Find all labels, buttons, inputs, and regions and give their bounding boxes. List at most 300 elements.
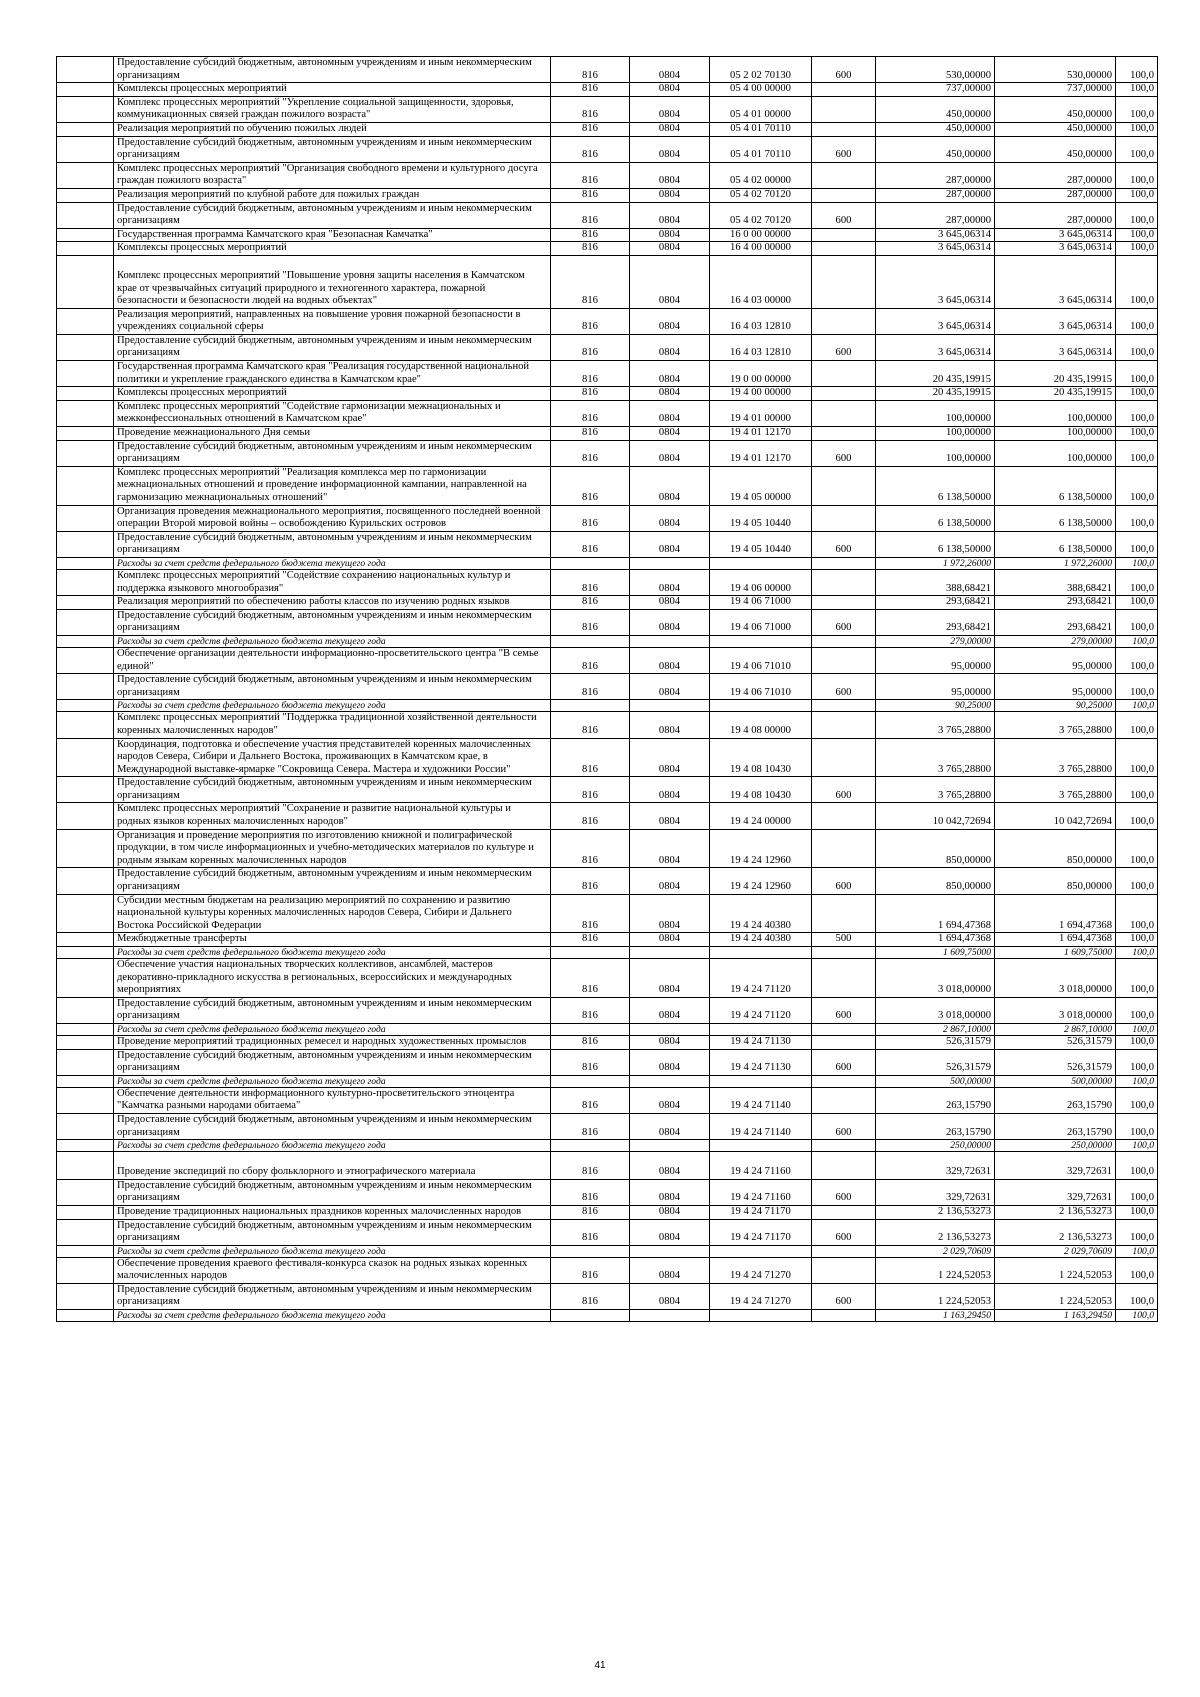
section-code-cell: 0804	[630, 188, 710, 202]
section-code-cell: 0804	[630, 1205, 710, 1219]
target-article-cell: 19 4 24 12960	[710, 868, 812, 894]
executed-amount-cell: 737,00000	[995, 83, 1116, 97]
expense-type-cell	[812, 466, 876, 505]
admin-code-cell: 816	[551, 334, 630, 360]
admin-code-cell: 816	[551, 83, 630, 97]
row-name-cell: Расходы за счет средств федерального бюджета текущего года	[114, 635, 551, 647]
expense-type-cell	[812, 959, 876, 998]
plan-amount-cell: 10 042,72694	[876, 803, 995, 829]
row-index-cell	[57, 959, 114, 998]
plan-amount-cell: 20 435,19915	[876, 361, 995, 387]
table-row	[57, 83, 1158, 97]
executed-amount-cell: 95,00000	[995, 647, 1116, 673]
row-name-cell: Комплекс процессных мероприятий "Повышение уровня защиты населения в Камчатском крае от чрезвычайных ситуаций природного и техногенного характера, пожарной безопасности и безопасности людей на водных объектах"	[114, 255, 551, 308]
admin-code-cell: 816	[551, 531, 630, 557]
expense-type-cell	[812, 596, 876, 610]
expense-type-cell: 600	[812, 609, 876, 635]
plan-amount-cell: 20 435,19915	[876, 387, 995, 401]
table-row	[57, 1257, 1158, 1283]
expense-type-cell	[812, 803, 876, 829]
table-row	[57, 738, 1158, 777]
section-code-cell: 0804	[630, 777, 710, 803]
row-name-cell: Комплекс процессных мероприятий "Реализация комплекса мер по гармонизации межнациональных отношений и проведение информационной кампании, направленной на гармонизацию межнациональных отношений"	[114, 466, 551, 505]
execution-percent-cell: 100,0	[1116, 829, 1158, 868]
plan-amount-cell: 450,00000	[876, 96, 995, 122]
row-name-cell: Комплексы процессных мероприятий	[114, 242, 551, 256]
target-article-cell: 19 4 24 71120	[710, 997, 812, 1023]
execution-percent-cell: 100,0	[1116, 188, 1158, 202]
federal-budget-row	[57, 557, 1158, 569]
plan-amount-cell: 500,00000	[876, 1075, 995, 1087]
admin-code-cell	[551, 1245, 630, 1257]
row-name-cell: Предоставление субсидий бюджетным, автономным учреждениям и иным некоммерческим организациям	[114, 531, 551, 557]
target-article-cell: 19 4 06 71000	[710, 596, 812, 610]
executed-amount-cell: 95,00000	[995, 674, 1116, 700]
target-article-cell: 19 4 05 00000	[710, 466, 812, 505]
row-index-cell	[57, 1245, 114, 1257]
execution-percent-cell: 100,0	[1116, 1152, 1158, 1180]
plan-amount-cell: 6 138,50000	[876, 531, 995, 557]
section-code-cell: 0804	[630, 803, 710, 829]
section-code-cell: 0804	[630, 202, 710, 228]
executed-amount-cell: 500,00000	[995, 1075, 1116, 1087]
expense-type-cell	[812, 1140, 876, 1152]
target-article-cell: 19 4 06 71000	[710, 609, 812, 635]
plan-amount-cell: 737,00000	[876, 83, 995, 97]
target-article-cell	[710, 635, 812, 647]
executed-amount-cell: 287,00000	[995, 202, 1116, 228]
table-row	[57, 242, 1158, 256]
table-row	[57, 505, 1158, 531]
executed-amount-cell: 1 163,29450	[995, 1310, 1116, 1322]
expense-type-cell: 600	[812, 57, 876, 83]
executed-amount-cell: 3 765,28800	[995, 738, 1116, 777]
row-name-cell: Расходы за счет средств федерального бюджета текущего года	[114, 1140, 551, 1152]
row-index-cell	[57, 255, 114, 308]
executed-amount-cell: 100,00000	[995, 427, 1116, 441]
admin-code-cell: 816	[551, 308, 630, 334]
section-code-cell: 0804	[630, 308, 710, 334]
section-code-cell: 0804	[630, 427, 710, 441]
execution-percent-cell: 100,0	[1116, 228, 1158, 242]
expense-type-cell	[812, 308, 876, 334]
section-code-cell: 0804	[630, 933, 710, 947]
plan-amount-cell: 263,15790	[876, 1113, 995, 1139]
page-number: 41	[594, 1660, 606, 1671]
admin-code-cell: 816	[551, 1087, 630, 1113]
expense-type-cell	[812, 188, 876, 202]
executed-amount-cell: 530,00000	[995, 57, 1116, 83]
table-row	[57, 531, 1158, 557]
execution-percent-cell: 100,0	[1116, 334, 1158, 360]
expense-type-cell	[812, 1257, 876, 1283]
section-code-cell: 0804	[630, 1219, 710, 1245]
admin-code-cell: 816	[551, 400, 630, 426]
table-row	[57, 609, 1158, 635]
row-index-cell	[57, 1035, 114, 1049]
section-code-cell	[630, 700, 710, 712]
expense-type-cell	[812, 635, 876, 647]
expense-type-cell: 500	[812, 933, 876, 947]
executed-amount-cell: 3 765,28800	[995, 712, 1116, 738]
table-row	[57, 136, 1158, 162]
executed-amount-cell: 293,68421	[995, 596, 1116, 610]
executed-amount-cell: 526,31579	[995, 1035, 1116, 1049]
admin-code-cell	[551, 1140, 630, 1152]
row-index-cell	[57, 505, 114, 531]
section-code-cell: 0804	[630, 242, 710, 256]
row-name-cell: Реализация мероприятий по обучению пожилых людей	[114, 122, 551, 136]
row-name-cell: Комплексы процессных мероприятий	[114, 83, 551, 97]
execution-percent-cell: 100,0	[1116, 712, 1158, 738]
table-row	[57, 361, 1158, 387]
target-article-cell: 05 4 02 70120	[710, 188, 812, 202]
row-name-cell: Расходы за счет средств федерального бюджета текущего года	[114, 700, 551, 712]
executed-amount-cell: 1 224,52053	[995, 1257, 1116, 1283]
section-code-cell: 0804	[630, 596, 710, 610]
expense-type-cell: 600	[812, 1283, 876, 1309]
expense-type-cell: 600	[812, 997, 876, 1023]
table-row	[57, 400, 1158, 426]
plan-amount-cell: 250,00000	[876, 1140, 995, 1152]
row-index-cell	[57, 1049, 114, 1075]
section-code-cell: 0804	[630, 1087, 710, 1113]
plan-amount-cell: 2 867,10000	[876, 1023, 995, 1035]
admin-code-cell: 816	[551, 933, 630, 947]
executed-amount-cell: 287,00000	[995, 188, 1116, 202]
executed-amount-cell: 100,00000	[995, 440, 1116, 466]
executed-amount-cell: 1 694,47368	[995, 933, 1116, 947]
execution-percent-cell: 100,0	[1116, 1257, 1158, 1283]
execution-percent-cell: 100,0	[1116, 505, 1158, 531]
section-code-cell: 0804	[630, 361, 710, 387]
executed-amount-cell: 2 136,53273	[995, 1205, 1116, 1219]
execution-percent-cell: 100,0	[1116, 1075, 1158, 1087]
table-row	[57, 255, 1158, 308]
admin-code-cell: 816	[551, 136, 630, 162]
section-code-cell	[630, 635, 710, 647]
executed-amount-cell: 3 645,06314	[995, 334, 1116, 360]
row-index-cell	[57, 1179, 114, 1205]
executed-amount-cell: 450,00000	[995, 136, 1116, 162]
expense-type-cell	[812, 1035, 876, 1049]
section-code-cell: 0804	[630, 647, 710, 673]
plan-amount-cell: 1 609,75000	[876, 947, 995, 959]
target-article-cell: 19 4 24 00000	[710, 803, 812, 829]
expense-type-cell	[812, 96, 876, 122]
plan-amount-cell: 329,72631	[876, 1179, 995, 1205]
row-index-cell	[57, 308, 114, 334]
row-index-cell	[57, 596, 114, 610]
admin-code-cell: 816	[551, 427, 630, 441]
section-code-cell: 0804	[630, 959, 710, 998]
execution-percent-cell: 100,0	[1116, 596, 1158, 610]
execution-percent-cell: 100,0	[1116, 609, 1158, 635]
executed-amount-cell: 279,00000	[995, 635, 1116, 647]
admin-code-cell	[551, 557, 630, 569]
executed-amount-cell: 2 029,70609	[995, 1245, 1116, 1257]
execution-percent-cell: 100,0	[1116, 387, 1158, 401]
row-name-cell: Расходы за счет средств федерального бюджета текущего года	[114, 1075, 551, 1087]
budget-table-body	[57, 57, 1158, 1322]
row-name-cell: Предоставление субсидий бюджетным, автономным учреждениям и иным некоммерческим организациям	[114, 334, 551, 360]
row-name-cell: Обеспечение проведения краевого фестиваля-конкурса сказок на родных языках коренных малочисленных народов	[114, 1257, 551, 1283]
execution-percent-cell: 100,0	[1116, 1113, 1158, 1139]
execution-percent-cell: 100,0	[1116, 1205, 1158, 1219]
expense-type-cell: 600	[812, 202, 876, 228]
expense-type-cell: 600	[812, 868, 876, 894]
expense-type-cell: 600	[812, 136, 876, 162]
admin-code-cell: 816	[551, 255, 630, 308]
executed-amount-cell: 850,00000	[995, 868, 1116, 894]
plan-amount-cell: 100,00000	[876, 440, 995, 466]
row-name-cell: Предоставление субсидий бюджетным, автономным учреждениям и иным некоммерческим организациям	[114, 1049, 551, 1075]
federal-budget-row	[57, 1245, 1158, 1257]
row-index-cell	[57, 1152, 114, 1180]
executed-amount-cell: 293,68421	[995, 609, 1116, 635]
execution-percent-cell: 100,0	[1116, 1023, 1158, 1035]
row-name-cell: Предоставление субсидий бюджетным, автономным учреждениям и иным некоммерческим организациям	[114, 1219, 551, 1245]
target-article-cell: 16 4 03 12810	[710, 334, 812, 360]
admin-code-cell: 816	[551, 712, 630, 738]
admin-code-cell: 816	[551, 1219, 630, 1245]
target-article-cell: 19 4 06 71010	[710, 647, 812, 673]
section-code-cell: 0804	[630, 387, 710, 401]
admin-code-cell: 816	[551, 361, 630, 387]
row-name-cell: Предоставление субсидий бюджетным, автономным учреждениям и иным некоммерческим организациям	[114, 777, 551, 803]
expense-type-cell	[812, 569, 876, 595]
row-index-cell	[57, 1140, 114, 1152]
section-code-cell: 0804	[630, 466, 710, 505]
row-index-cell	[57, 569, 114, 595]
target-article-cell: 05 4 01 70110	[710, 122, 812, 136]
executed-amount-cell: 20 435,19915	[995, 387, 1116, 401]
admin-code-cell: 816	[551, 466, 630, 505]
executed-amount-cell: 388,68421	[995, 569, 1116, 595]
execution-percent-cell: 100,0	[1116, 674, 1158, 700]
execution-percent-cell: 100,0	[1116, 1049, 1158, 1075]
target-article-cell: 19 4 08 10430	[710, 777, 812, 803]
executed-amount-cell: 1 609,75000	[995, 947, 1116, 959]
section-code-cell: 0804	[630, 894, 710, 933]
admin-code-cell: 816	[551, 162, 630, 188]
row-index-cell	[57, 202, 114, 228]
section-code-cell: 0804	[630, 1283, 710, 1309]
row-index-cell	[57, 829, 114, 868]
target-article-cell: 19 4 24 71170	[710, 1205, 812, 1219]
table-row	[57, 1113, 1158, 1139]
plan-amount-cell: 526,31579	[876, 1049, 995, 1075]
target-article-cell: 19 4 01 12170	[710, 440, 812, 466]
target-article-cell	[710, 1310, 812, 1322]
executed-amount-cell: 329,72631	[995, 1179, 1116, 1205]
row-name-cell: Предоставление субсидий бюджетным, автономным учреждениям и иным некоммерческим организациям	[114, 609, 551, 635]
row-index-cell	[57, 334, 114, 360]
execution-percent-cell: 100,0	[1116, 440, 1158, 466]
execution-percent-cell: 100,0	[1116, 466, 1158, 505]
table-row	[57, 1087, 1158, 1113]
execution-percent-cell: 100,0	[1116, 700, 1158, 712]
admin-code-cell: 816	[551, 596, 630, 610]
row-index-cell	[57, 868, 114, 894]
executed-amount-cell: 450,00000	[995, 122, 1116, 136]
admin-code-cell: 816	[551, 997, 630, 1023]
row-index-cell	[57, 57, 114, 83]
row-name-cell: Проведение экспедиций по сбору фольклорного и этнографического материала	[114, 1152, 551, 1180]
admin-code-cell: 816	[551, 674, 630, 700]
section-code-cell: 0804	[630, 868, 710, 894]
target-article-cell: 19 4 05 10440	[710, 531, 812, 557]
plan-amount-cell: 3 765,28800	[876, 712, 995, 738]
execution-percent-cell: 100,0	[1116, 308, 1158, 334]
target-article-cell: 05 2 02 70130	[710, 57, 812, 83]
federal-budget-row	[57, 1310, 1158, 1322]
plan-amount-cell: 3 645,06314	[876, 255, 995, 308]
plan-amount-cell: 287,00000	[876, 162, 995, 188]
row-index-cell	[57, 635, 114, 647]
expense-type-cell	[812, 1310, 876, 1322]
section-code-cell	[630, 557, 710, 569]
table-row	[57, 569, 1158, 595]
plan-amount-cell: 3 645,06314	[876, 228, 995, 242]
executed-amount-cell: 3 645,06314	[995, 228, 1116, 242]
row-index-cell	[57, 700, 114, 712]
target-article-cell	[710, 1075, 812, 1087]
row-name-cell: Предоставление субсидий бюджетным, автономным учреждениям и иным некоммерческим организациям	[114, 1179, 551, 1205]
row-index-cell	[57, 777, 114, 803]
execution-percent-cell: 100,0	[1116, 557, 1158, 569]
target-article-cell	[710, 557, 812, 569]
plan-amount-cell: 850,00000	[876, 829, 995, 868]
section-code-cell: 0804	[630, 1035, 710, 1049]
admin-code-cell: 816	[551, 96, 630, 122]
row-index-cell	[57, 803, 114, 829]
execution-percent-cell: 100,0	[1116, 1179, 1158, 1205]
execution-percent-cell: 100,0	[1116, 242, 1158, 256]
expense-type-cell: 600	[812, 334, 876, 360]
admin-code-cell: 816	[551, 1283, 630, 1309]
row-index-cell	[57, 894, 114, 933]
table-row	[57, 440, 1158, 466]
admin-code-cell: 816	[551, 868, 630, 894]
plan-amount-cell: 279,00000	[876, 635, 995, 647]
execution-percent-cell: 100,0	[1116, 96, 1158, 122]
execution-percent-cell: 100,0	[1116, 1140, 1158, 1152]
table-row	[57, 596, 1158, 610]
table-row	[57, 1179, 1158, 1205]
admin-code-cell	[551, 700, 630, 712]
executed-amount-cell: 6 138,50000	[995, 531, 1116, 557]
row-name-cell: Предоставление субсидий бюджетным, автономным учреждениям и иным некоммерческим организациям	[114, 440, 551, 466]
plan-amount-cell: 95,00000	[876, 647, 995, 673]
execution-percent-cell: 100,0	[1116, 427, 1158, 441]
row-name-cell: Предоставление субсидий бюджетным, автономным учреждениям и иным некоммерческим организациям	[114, 136, 551, 162]
section-code-cell	[630, 1075, 710, 1087]
row-name-cell: Проведение традиционных национальных праздников коренных малочисленных народов	[114, 1205, 551, 1219]
target-article-cell: 19 4 08 10430	[710, 738, 812, 777]
table-row	[57, 829, 1158, 868]
target-article-cell: 16 0 00 00000	[710, 228, 812, 242]
row-index-cell	[57, 712, 114, 738]
table-row	[57, 959, 1158, 998]
plan-amount-cell: 1 224,52053	[876, 1283, 995, 1309]
row-name-cell: Расходы за счет средств федерального бюджета текущего года	[114, 947, 551, 959]
section-code-cell: 0804	[630, 531, 710, 557]
row-name-cell: Предоставление субсидий бюджетным, автономным учреждениям и иным некоммерческим организациям	[114, 868, 551, 894]
row-index-cell	[57, 361, 114, 387]
row-index-cell	[57, 933, 114, 947]
admin-code-cell: 816	[551, 738, 630, 777]
target-article-cell: 05 4 01 00000	[710, 96, 812, 122]
executed-amount-cell: 526,31579	[995, 1049, 1116, 1075]
row-index-cell	[57, 122, 114, 136]
target-article-cell	[710, 1245, 812, 1257]
admin-code-cell: 816	[551, 959, 630, 998]
row-index-cell	[57, 1023, 114, 1035]
plan-amount-cell: 3 765,28800	[876, 738, 995, 777]
row-name-cell: Расходы за счет средств федерального бюджета текущего года	[114, 1310, 551, 1322]
plan-amount-cell: 2 136,53273	[876, 1205, 995, 1219]
expense-type-cell: 600	[812, 1219, 876, 1245]
section-code-cell: 0804	[630, 162, 710, 188]
row-index-cell	[57, 1113, 114, 1139]
row-index-cell	[57, 387, 114, 401]
plan-amount-cell: 287,00000	[876, 202, 995, 228]
federal-budget-row	[57, 700, 1158, 712]
table-row	[57, 96, 1158, 122]
target-article-cell: 19 4 24 40380	[710, 933, 812, 947]
row-index-cell	[57, 162, 114, 188]
row-index-cell	[57, 228, 114, 242]
target-article-cell: 05 4 01 70110	[710, 136, 812, 162]
admin-code-cell: 816	[551, 569, 630, 595]
executed-amount-cell: 3 765,28800	[995, 777, 1116, 803]
target-article-cell: 19 4 06 71010	[710, 674, 812, 700]
row-index-cell	[57, 466, 114, 505]
table-row	[57, 894, 1158, 933]
admin-code-cell: 816	[551, 609, 630, 635]
admin-code-cell	[551, 947, 630, 959]
row-index-cell	[57, 1205, 114, 1219]
expense-type-cell	[812, 228, 876, 242]
plan-amount-cell: 530,00000	[876, 57, 995, 83]
expense-type-cell	[812, 557, 876, 569]
plan-amount-cell: 263,15790	[876, 1087, 995, 1113]
row-name-cell: Предоставление субсидий бюджетным, автономным учреждениям и иным некоммерческим организациям	[114, 1283, 551, 1309]
admin-code-cell: 816	[551, 1049, 630, 1075]
executed-amount-cell: 10 042,72694	[995, 803, 1116, 829]
section-code-cell: 0804	[630, 57, 710, 83]
plan-amount-cell: 3 645,06314	[876, 334, 995, 360]
row-index-cell	[57, 947, 114, 959]
row-index-cell	[57, 1075, 114, 1087]
target-article-cell: 19 4 24 71270	[710, 1283, 812, 1309]
section-code-cell: 0804	[630, 122, 710, 136]
admin-code-cell: 816	[551, 829, 630, 868]
expense-type-cell: 600	[812, 777, 876, 803]
expense-type-cell	[812, 387, 876, 401]
section-code-cell	[630, 1245, 710, 1257]
row-name-cell: Реализация мероприятий по клубной работе для пожилых граждан	[114, 188, 551, 202]
executed-amount-cell: 20 435,19915	[995, 361, 1116, 387]
section-code-cell: 0804	[630, 1049, 710, 1075]
row-name-cell: Субсидии местным бюджетам на реализацию мероприятий по сохранению и развитию национальной культуры коренных малочисленных народов Севера, Сибири и Дальнего Востока Российской Федерации	[114, 894, 551, 933]
expense-type-cell	[812, 1205, 876, 1219]
execution-percent-cell: 100,0	[1116, 777, 1158, 803]
admin-code-cell: 816	[551, 803, 630, 829]
target-article-cell	[710, 1023, 812, 1035]
execution-percent-cell: 100,0	[1116, 868, 1158, 894]
